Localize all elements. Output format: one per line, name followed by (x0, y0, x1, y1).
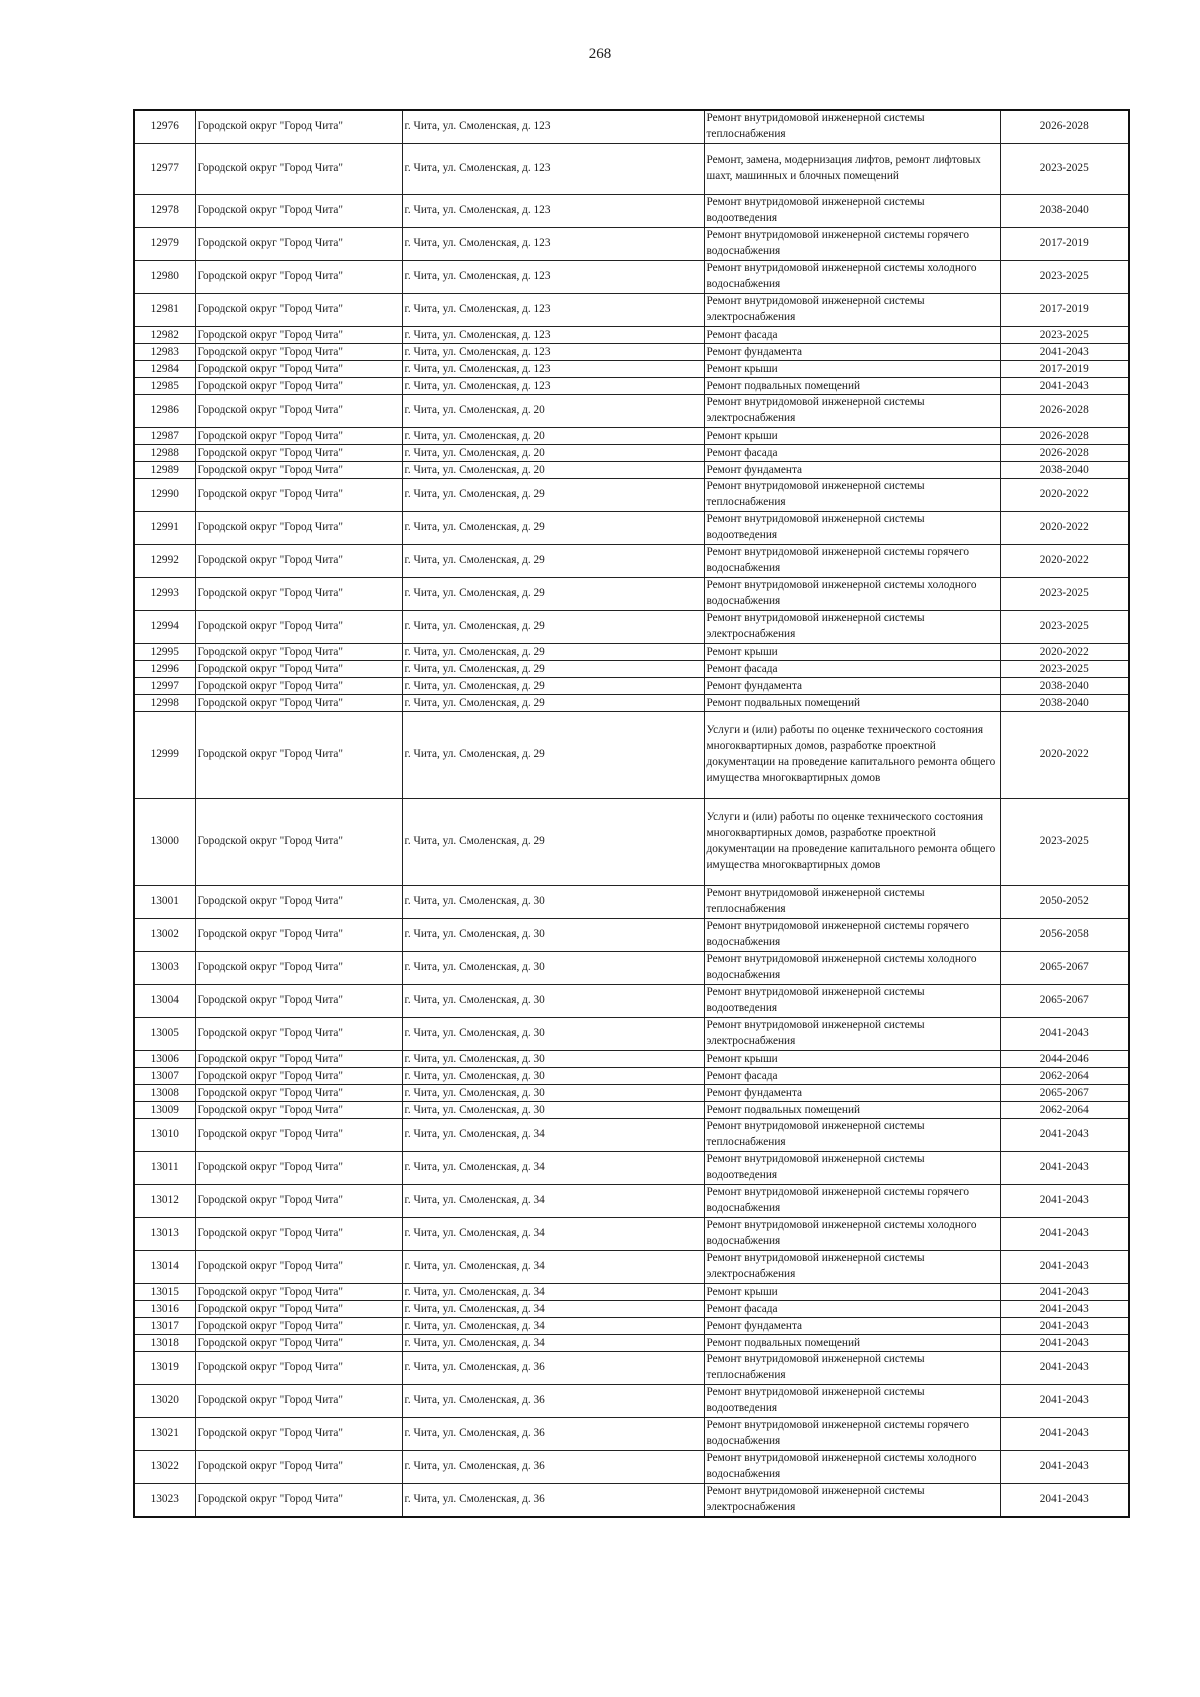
work-type-cell: Ремонт фундамента (704, 344, 1000, 361)
municipality-cell: Городской округ "Город Чита" (195, 1085, 402, 1102)
municipality-cell: Городской округ "Город Чита" (195, 1484, 402, 1518)
work-type-cell: Ремонт, замена, модернизация лифтов, ремонт лифтовых шахт, машинных и блочных помещений (704, 144, 1000, 195)
address-cell: г. Чита, ул. Смоленская, д. 123 (402, 361, 704, 378)
row-number: 13017 (134, 1318, 195, 1335)
work-type-cell: Ремонт подвальных помещений (704, 1335, 1000, 1352)
table-row (134, 445, 1129, 462)
table-row (134, 1335, 1129, 1352)
row-number: 12982 (134, 327, 195, 344)
period-cell: 2065-2067 (1000, 985, 1129, 1018)
work-type-cell: Ремонт внутридомовой инженерной системы холодного водоснабжения (704, 578, 1000, 611)
address-cell: г. Чита, ул. Смоленская, д. 123 (402, 110, 704, 144)
work-type-cell: Ремонт внутридомовой инженерной системы теплоснабжения (704, 110, 1000, 144)
work-type-cell: Услуги и (или) работы по оценке технического состояния многоквартирных домов, разработке проектной документации на проведение капитального ремонта общего имущества многоквартирных домов (704, 712, 1000, 799)
table-row (134, 462, 1129, 479)
work-type-cell: Ремонт внутридомовой инженерной системы электроснабжения (704, 1018, 1000, 1051)
period-cell: 2026-2028 (1000, 428, 1129, 445)
municipality-cell: Городской округ "Город Чита" (195, 1352, 402, 1385)
row-number: 13009 (134, 1102, 195, 1119)
row-number: 13023 (134, 1484, 195, 1518)
period-cell: 2020-2022 (1000, 644, 1129, 661)
address-cell: г. Чита, ул. Смоленская, д. 123 (402, 261, 704, 294)
work-type-cell: Ремонт фасада (704, 1301, 1000, 1318)
table-row (134, 479, 1129, 512)
period-cell: 2062-2064 (1000, 1068, 1129, 1085)
table-row (134, 1451, 1129, 1484)
municipality-cell: Городской округ "Город Чита" (195, 1185, 402, 1218)
row-number: 12979 (134, 228, 195, 261)
period-cell: 2041-2043 (1000, 1301, 1129, 1318)
period-cell: 2020-2022 (1000, 512, 1129, 545)
row-number: 12977 (134, 144, 195, 195)
period-cell: 2062-2064 (1000, 1102, 1129, 1119)
work-type-cell: Ремонт внутридомовой инженерной системы водоотведения (704, 985, 1000, 1018)
row-number: 13018 (134, 1335, 195, 1352)
table-row (134, 395, 1129, 428)
table-row (134, 261, 1129, 294)
table-row (134, 1418, 1129, 1451)
work-type-cell: Ремонт фундамента (704, 678, 1000, 695)
period-cell: 2041-2043 (1000, 1484, 1129, 1518)
table-row (134, 1352, 1129, 1385)
period-cell: 2041-2043 (1000, 1335, 1129, 1352)
row-number: 12991 (134, 512, 195, 545)
table-row (134, 327, 1129, 344)
row-number: 13012 (134, 1185, 195, 1218)
row-number: 12997 (134, 678, 195, 695)
municipality-cell: Городской округ "Город Чита" (195, 1051, 402, 1068)
period-cell: 2017-2019 (1000, 361, 1129, 378)
row-number: 12990 (134, 479, 195, 512)
municipality-cell: Городской округ "Город Чита" (195, 1068, 402, 1085)
work-type-cell: Ремонт внутридомовой инженерной системы водоотведения (704, 1385, 1000, 1418)
work-type-cell: Ремонт фасада (704, 445, 1000, 462)
municipality-cell: Городской округ "Город Чита" (195, 512, 402, 545)
address-cell: г. Чита, ул. Смоленская, д. 34 (402, 1218, 704, 1251)
address-cell: г. Чита, ул. Смоленская, д. 29 (402, 611, 704, 644)
table-row (134, 799, 1129, 886)
municipality-cell: Городской округ "Город Чита" (195, 1418, 402, 1451)
work-type-cell: Ремонт внутридомовой инженерной системы теплоснабжения (704, 1352, 1000, 1385)
work-type-cell: Ремонт внутридомовой инженерной системы горячего водоснабжения (704, 1185, 1000, 1218)
address-cell: г. Чита, ул. Смоленская, д. 29 (402, 678, 704, 695)
municipality-cell: Городской округ "Город Чита" (195, 195, 402, 228)
period-cell: 2023-2025 (1000, 261, 1129, 294)
work-type-cell: Ремонт фасада (704, 327, 1000, 344)
work-type-cell: Ремонт внутридомовой инженерной системы водоотведения (704, 1152, 1000, 1185)
row-number: 12978 (134, 195, 195, 228)
row-number: 12988 (134, 445, 195, 462)
address-cell: г. Чита, ул. Смоленская, д. 20 (402, 428, 704, 445)
address-cell: г. Чита, ул. Смоленская, д. 36 (402, 1352, 704, 1385)
work-type-cell: Ремонт фундамента (704, 1085, 1000, 1102)
municipality-cell: Городской округ "Город Чита" (195, 1018, 402, 1051)
work-type-cell: Ремонт фасада (704, 661, 1000, 678)
address-cell: г. Чита, ул. Смоленская, д. 36 (402, 1385, 704, 1418)
period-cell: 2026-2028 (1000, 445, 1129, 462)
address-cell: г. Чита, ул. Смоленская, д. 34 (402, 1119, 704, 1152)
row-number: 13013 (134, 1218, 195, 1251)
address-cell: г. Чита, ул. Смоленская, д. 34 (402, 1318, 704, 1335)
address-cell: г. Чита, ул. Смоленская, д. 123 (402, 378, 704, 395)
work-type-cell: Ремонт внутридомовой инженерной системы горячего водоснабжения (704, 228, 1000, 261)
municipality-cell: Городской округ "Город Чита" (195, 1251, 402, 1284)
period-cell: 2026-2028 (1000, 110, 1129, 144)
address-cell: г. Чита, ул. Смоленская, д. 29 (402, 545, 704, 578)
row-number: 12993 (134, 578, 195, 611)
table-row (134, 228, 1129, 261)
table-row (134, 1318, 1129, 1335)
table-row (134, 428, 1129, 445)
table-row (134, 1119, 1129, 1152)
municipality-cell: Городской округ "Город Чита" (195, 1152, 402, 1185)
municipality-cell: Городской округ "Город Чита" (195, 661, 402, 678)
work-type-cell: Ремонт внутридомовой инженерной системы теплоснабжения (704, 1119, 1000, 1152)
work-type-cell: Ремонт крыши (704, 428, 1000, 445)
row-number: 13015 (134, 1284, 195, 1301)
municipality-cell: Городской округ "Город Чита" (195, 919, 402, 952)
table-row (134, 886, 1129, 919)
address-cell: г. Чита, ул. Смоленская, д. 30 (402, 985, 704, 1018)
period-cell: 2056-2058 (1000, 919, 1129, 952)
period-cell: 2023-2025 (1000, 578, 1129, 611)
municipality-cell: Городской округ "Город Чита" (195, 1119, 402, 1152)
municipality-cell: Городской округ "Город Чита" (195, 678, 402, 695)
row-number: 12985 (134, 378, 195, 395)
municipality-cell: Городской округ "Город Чита" (195, 1318, 402, 1335)
work-type-cell: Ремонт внутридомовой инженерной системы электроснабжения (704, 294, 1000, 327)
address-cell: г. Чита, ул. Смоленская, д. 30 (402, 1051, 704, 1068)
period-cell: 2041-2043 (1000, 1185, 1129, 1218)
period-cell: 2038-2040 (1000, 195, 1129, 228)
table-row (134, 294, 1129, 327)
period-cell: 2041-2043 (1000, 1152, 1129, 1185)
address-cell: г. Чита, ул. Смоленская, д. 123 (402, 327, 704, 344)
row-number: 13006 (134, 1051, 195, 1068)
period-cell: 2023-2025 (1000, 799, 1129, 886)
address-cell: г. Чита, ул. Смоленская, д. 123 (402, 228, 704, 261)
table-row (134, 695, 1129, 712)
period-cell: 2038-2040 (1000, 462, 1129, 479)
work-type-cell: Ремонт внутридомовой инженерной системы горячего водоснабжения (704, 1418, 1000, 1451)
address-cell: г. Чита, ул. Смоленская, д. 34 (402, 1185, 704, 1218)
municipality-cell: Городской округ "Город Чита" (195, 261, 402, 294)
address-cell: г. Чита, ул. Смоленская, д. 30 (402, 1068, 704, 1085)
row-number: 13002 (134, 919, 195, 952)
address-cell: г. Чита, ул. Смоленская, д. 123 (402, 144, 704, 195)
work-type-cell: Услуги и (или) работы по оценке технического состояния многоквартирных домов, разработке проектной документации на проведение капитального ремонта общего имущества многоквартирных домов (704, 799, 1000, 886)
table-row (134, 578, 1129, 611)
period-cell: 2044-2046 (1000, 1051, 1129, 1068)
address-cell: г. Чита, ул. Смоленская, д. 20 (402, 395, 704, 428)
period-cell: 2041-2043 (1000, 1418, 1129, 1451)
municipality-cell: Городской округ "Город Чита" (195, 1385, 402, 1418)
address-cell: г. Чита, ул. Смоленская, д. 36 (402, 1484, 704, 1518)
work-type-cell: Ремонт внутридомовой инженерной системы электроснабжения (704, 1484, 1000, 1518)
row-number: 13001 (134, 886, 195, 919)
period-cell: 2020-2022 (1000, 545, 1129, 578)
municipality-cell: Городской округ "Город Чита" (195, 712, 402, 799)
row-number: 13004 (134, 985, 195, 1018)
address-cell: г. Чита, ул. Смоленская, д. 34 (402, 1301, 704, 1318)
row-number: 12995 (134, 644, 195, 661)
municipality-cell: Городской округ "Город Чита" (195, 294, 402, 327)
period-cell: 2017-2019 (1000, 228, 1129, 261)
period-cell: 2023-2025 (1000, 661, 1129, 678)
table-row (134, 1484, 1129, 1518)
row-number: 12999 (134, 712, 195, 799)
page-number: 268 (588, 46, 612, 62)
period-cell: 2041-2043 (1000, 344, 1129, 361)
period-cell: 2041-2043 (1000, 1284, 1129, 1301)
row-number: 13010 (134, 1119, 195, 1152)
work-type-cell: Ремонт внутридомовой инженерной системы холодного водоснабжения (704, 1451, 1000, 1484)
period-cell: 2065-2067 (1000, 952, 1129, 985)
address-cell: г. Чита, ул. Смоленская, д. 123 (402, 195, 704, 228)
table-row (134, 661, 1129, 678)
table-row (134, 1068, 1129, 1085)
municipality-cell: Городской округ "Город Чита" (195, 327, 402, 344)
period-cell: 2020-2022 (1000, 479, 1129, 512)
period-cell: 2026-2028 (1000, 395, 1129, 428)
work-type-cell: Ремонт подвальных помещений (704, 1102, 1000, 1119)
table-row (134, 1185, 1129, 1218)
work-type-cell: Ремонт крыши (704, 1051, 1000, 1068)
row-number: 13014 (134, 1251, 195, 1284)
table-row (134, 512, 1129, 545)
table-row (134, 378, 1129, 395)
row-number: 13003 (134, 952, 195, 985)
row-number: 13022 (134, 1451, 195, 1484)
address-cell: г. Чита, ул. Смоленская, д. 36 (402, 1451, 704, 1484)
address-cell: г. Чита, ул. Смоленская, д. 29 (402, 799, 704, 886)
period-cell: 2041-2043 (1000, 1018, 1129, 1051)
municipality-cell: Городской округ "Город Чита" (195, 1301, 402, 1318)
period-cell: 2041-2043 (1000, 1318, 1129, 1335)
municipality-cell: Городской округ "Город Чита" (195, 545, 402, 578)
municipality-cell: Городской округ "Город Чита" (195, 110, 402, 144)
municipality-cell: Городской округ "Город Чита" (195, 1284, 402, 1301)
period-cell: 2041-2043 (1000, 1451, 1129, 1484)
table-row (134, 545, 1129, 578)
row-number: 13021 (134, 1418, 195, 1451)
address-cell: г. Чита, ул. Смоленская, д. 29 (402, 644, 704, 661)
work-type-cell: Ремонт внутридомовой инженерной системы водоотведения (704, 512, 1000, 545)
period-cell: 2038-2040 (1000, 695, 1129, 712)
table-row (134, 1218, 1129, 1251)
table-row (134, 678, 1129, 695)
row-number: 13000 (134, 799, 195, 886)
address-cell: г. Чита, ул. Смоленская, д. 30 (402, 952, 704, 985)
period-cell: 2038-2040 (1000, 678, 1129, 695)
period-cell: 2050-2052 (1000, 886, 1129, 919)
address-cell: г. Чита, ул. Смоленская, д. 30 (402, 919, 704, 952)
municipality-cell: Городской округ "Город Чита" (195, 644, 402, 661)
address-cell: г. Чита, ул. Смоленская, д. 30 (402, 886, 704, 919)
work-type-cell: Ремонт внутридомовой инженерной системы электроснабжения (704, 395, 1000, 428)
row-number: 12984 (134, 361, 195, 378)
work-type-cell: Ремонт внутридомовой инженерной системы горячего водоснабжения (704, 919, 1000, 952)
municipality-cell: Городской округ "Город Чита" (195, 361, 402, 378)
work-type-cell: Ремонт внутридомовой инженерной системы теплоснабжения (704, 479, 1000, 512)
work-type-cell: Ремонт внутридомовой инженерной системы горячего водоснабжения (704, 545, 1000, 578)
row-number: 12992 (134, 545, 195, 578)
municipality-cell: Городской округ "Город Чита" (195, 1102, 402, 1119)
table-row (134, 1251, 1129, 1284)
address-cell: г. Чита, ул. Смоленская, д. 29 (402, 712, 704, 799)
address-cell: г. Чита, ул. Смоленская, д. 36 (402, 1418, 704, 1451)
municipality-cell: Городской округ "Город Чита" (195, 395, 402, 428)
municipality-cell: Городской округ "Город Чита" (195, 695, 402, 712)
work-type-cell: Ремонт внутридомовой инженерной системы холодного водоснабжения (704, 261, 1000, 294)
address-cell: г. Чита, ул. Смоленская, д. 30 (402, 1102, 704, 1119)
table-row (134, 110, 1129, 144)
register-body (134, 110, 1129, 1517)
work-type-cell: Ремонт внутридомовой инженерной системы холодного водоснабжения (704, 952, 1000, 985)
table-row (134, 1284, 1129, 1301)
row-number: 12996 (134, 661, 195, 678)
table-row (134, 144, 1129, 195)
row-number: 12983 (134, 344, 195, 361)
period-cell: 2041-2043 (1000, 1352, 1129, 1385)
row-number: 12987 (134, 428, 195, 445)
address-cell: г. Чита, ул. Смоленская, д. 123 (402, 294, 704, 327)
municipality-cell: Городской округ "Город Чита" (195, 428, 402, 445)
address-cell: г. Чита, ул. Смоленская, д. 20 (402, 462, 704, 479)
row-number: 13019 (134, 1352, 195, 1385)
work-type-cell: Ремонт крыши (704, 1284, 1000, 1301)
row-number: 12998 (134, 695, 195, 712)
address-cell: г. Чита, ул. Смоленская, д. 29 (402, 661, 704, 678)
period-cell: 2065-2067 (1000, 1085, 1129, 1102)
row-number: 12980 (134, 261, 195, 294)
row-number: 13016 (134, 1301, 195, 1318)
row-number: 12981 (134, 294, 195, 327)
municipality-cell: Городской округ "Город Чита" (195, 228, 402, 261)
municipality-cell: Городской округ "Город Чита" (195, 611, 402, 644)
table-row (134, 952, 1129, 985)
table-row (134, 985, 1129, 1018)
municipality-cell: Городской округ "Город Чита" (195, 1451, 402, 1484)
period-cell: 2041-2043 (1000, 1119, 1129, 1152)
address-cell: г. Чита, ул. Смоленская, д. 34 (402, 1335, 704, 1352)
repair-register-table (133, 109, 1130, 1518)
period-cell: 2023-2025 (1000, 144, 1129, 195)
address-cell: г. Чита, ул. Смоленская, д. 34 (402, 1251, 704, 1284)
period-cell: 2041-2043 (1000, 378, 1129, 395)
work-type-cell: Ремонт подвальных помещений (704, 378, 1000, 395)
municipality-cell: Городской округ "Город Чита" (195, 344, 402, 361)
work-type-cell: Ремонт внутридомовой инженерной системы электроснабжения (704, 611, 1000, 644)
table-row (134, 644, 1129, 661)
address-cell: г. Чита, ул. Смоленская, д. 30 (402, 1085, 704, 1102)
work-type-cell: Ремонт фундамента (704, 462, 1000, 479)
period-cell: 2041-2043 (1000, 1218, 1129, 1251)
table-row (134, 611, 1129, 644)
work-type-cell: Ремонт внутридомовой инженерной системы холодного водоснабжения (704, 1218, 1000, 1251)
municipality-cell: Городской округ "Город Чита" (195, 1335, 402, 1352)
table-row (134, 1152, 1129, 1185)
address-cell: г. Чита, ул. Смоленская, д. 20 (402, 445, 704, 462)
address-cell: г. Чита, ул. Смоленская, д. 29 (402, 512, 704, 545)
period-cell: 2023-2025 (1000, 327, 1129, 344)
address-cell: г. Чита, ул. Смоленская, д. 29 (402, 695, 704, 712)
row-number: 12986 (134, 395, 195, 428)
municipality-cell: Городской округ "Город Чита" (195, 445, 402, 462)
work-type-cell: Ремонт крыши (704, 644, 1000, 661)
period-cell: 2041-2043 (1000, 1385, 1129, 1418)
municipality-cell: Городской округ "Город Чита" (195, 886, 402, 919)
table-row (134, 1051, 1129, 1068)
work-type-cell: Ремонт подвальных помещений (704, 695, 1000, 712)
municipality-cell: Городской округ "Город Чита" (195, 799, 402, 886)
row-number: 12989 (134, 462, 195, 479)
table-row (134, 195, 1129, 228)
municipality-cell: Городской округ "Город Чита" (195, 1218, 402, 1251)
row-number: 13020 (134, 1385, 195, 1418)
municipality-cell: Городской округ "Город Чита" (195, 578, 402, 611)
municipality-cell: Городской округ "Город Чита" (195, 378, 402, 395)
row-number: 13008 (134, 1085, 195, 1102)
work-type-cell: Ремонт фасада (704, 1068, 1000, 1085)
address-cell: г. Чита, ул. Смоленская, д. 123 (402, 344, 704, 361)
table-row (134, 344, 1129, 361)
table-row (134, 1301, 1129, 1318)
work-type-cell: Ремонт крыши (704, 361, 1000, 378)
municipality-cell: Городской округ "Город Чита" (195, 985, 402, 1018)
municipality-cell: Городской округ "Город Чита" (195, 479, 402, 512)
address-cell: г. Чита, ул. Смоленская, д. 34 (402, 1284, 704, 1301)
row-number: 12994 (134, 611, 195, 644)
table-row (134, 1085, 1129, 1102)
municipality-cell: Городской округ "Город Чита" (195, 144, 402, 195)
address-cell: г. Чита, ул. Смоленская, д. 29 (402, 479, 704, 512)
table-row (134, 1102, 1129, 1119)
table-row (134, 712, 1129, 799)
municipality-cell: Городской округ "Город Чита" (195, 952, 402, 985)
row-number: 13011 (134, 1152, 195, 1185)
work-type-cell: Ремонт фундамента (704, 1318, 1000, 1335)
row-number: 12976 (134, 110, 195, 144)
period-cell: 2023-2025 (1000, 611, 1129, 644)
table-row (134, 919, 1129, 952)
municipality-cell: Городской округ "Город Чита" (195, 462, 402, 479)
work-type-cell: Ремонт внутридомовой инженерной системы водоотведения (704, 195, 1000, 228)
work-type-cell: Ремонт внутридомовой инженерной системы теплоснабжения (704, 886, 1000, 919)
table-row (134, 1018, 1129, 1051)
period-cell: 2017-2019 (1000, 294, 1129, 327)
period-cell: 2020-2022 (1000, 712, 1129, 799)
address-cell: г. Чита, ул. Смоленская, д. 29 (402, 578, 704, 611)
address-cell: г. Чита, ул. Смоленская, д. 30 (402, 1018, 704, 1051)
table-row (134, 361, 1129, 378)
row-number: 13007 (134, 1068, 195, 1085)
address-cell: г. Чита, ул. Смоленская, д. 34 (402, 1152, 704, 1185)
work-type-cell: Ремонт внутридомовой инженерной системы электроснабжения (704, 1251, 1000, 1284)
period-cell: 2041-2043 (1000, 1251, 1129, 1284)
row-number: 13005 (134, 1018, 195, 1051)
table-row (134, 1385, 1129, 1418)
